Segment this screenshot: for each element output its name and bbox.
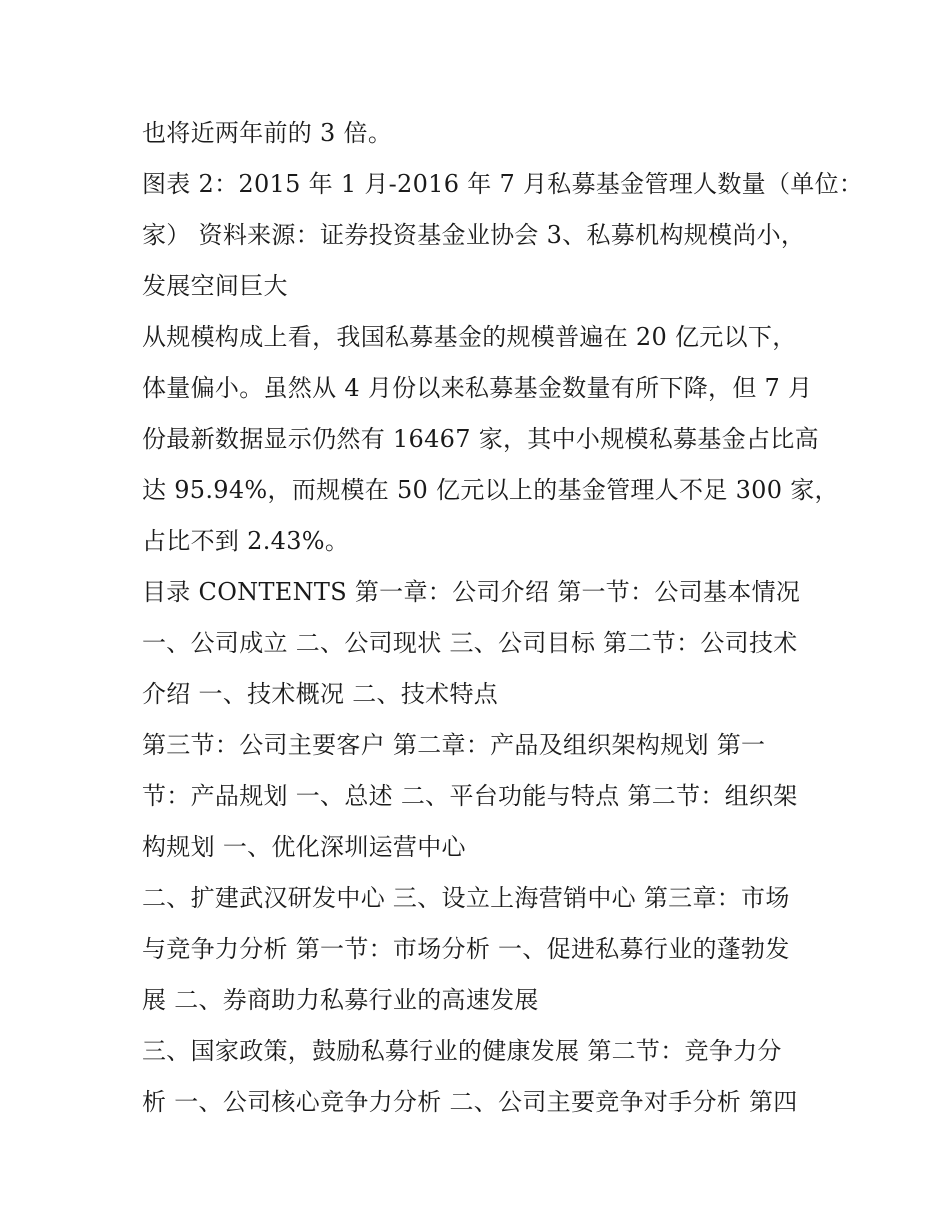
text-line: 也将近两年前的 3 倍。 <box>142 119 393 147</box>
text-line: 与竞争力分析 第一节：市场分析 一、促进私募行业的蓬勃发 <box>142 935 790 963</box>
text-line: 份最新数据显示仍然有 16467 家，其中小规模私募基金占比高 <box>142 425 819 453</box>
text-line: 占比不到 2.43%。 <box>142 527 350 555</box>
text-line: 家） 资料来源：证券投资基金业协会 3、私募机构规模尚小， <box>142 221 806 249</box>
text-line: 从规模构成上看，我国私募基金的规模普遍在 20 亿元以下， <box>142 323 797 351</box>
text-line: 一、公司成立 二、公司现状 三、公司目标 第二节：公司技术 <box>142 629 798 657</box>
text-line: 展 二、券商助力私募行业的高速发展 <box>142 986 539 1014</box>
text-line: 构规划 一、优化深圳运营中心 <box>142 833 466 861</box>
text-line: 节：产品规划 一、总述 二、平台功能与特点 第二节：组织架 <box>142 782 798 810</box>
text-line: 二、扩建武汉研发中心 三、设立上海营销中心 第三章：市场 <box>142 884 790 912</box>
text-line: 体量偏小。虽然从 4 月份以来私募基金数量有所下降，但 7 月 <box>142 374 813 402</box>
text-line: 图表 2：2015 年 1 月-2016 年 7 月私募基金管理人数量（单位： <box>142 170 864 198</box>
document-body <box>142 108 864 1128</box>
text-line: 三、国家政策，鼓励私募行业的健康发展 第二节：竞争力分 <box>142 1037 782 1065</box>
text-line: 析 一、公司核心竞争力分析 二、公司主要竞争对手分析 第四 <box>142 1088 798 1116</box>
text-line: 目录 CONTENTS 第一章：公司介绍 第一节：公司基本情况 <box>142 578 801 606</box>
text-line: 介绍 一、技术概况 二、技术特点 <box>142 680 499 708</box>
text-line: 第三节：公司主要客户 第二章：产品及组织架构规划 第一 <box>142 731 766 759</box>
text-line: 达 95.94%，而规模在 50 亿元以上的基金管理人不足 300 家， <box>142 476 839 504</box>
text-line: 发展空间巨大 <box>142 272 288 300</box>
